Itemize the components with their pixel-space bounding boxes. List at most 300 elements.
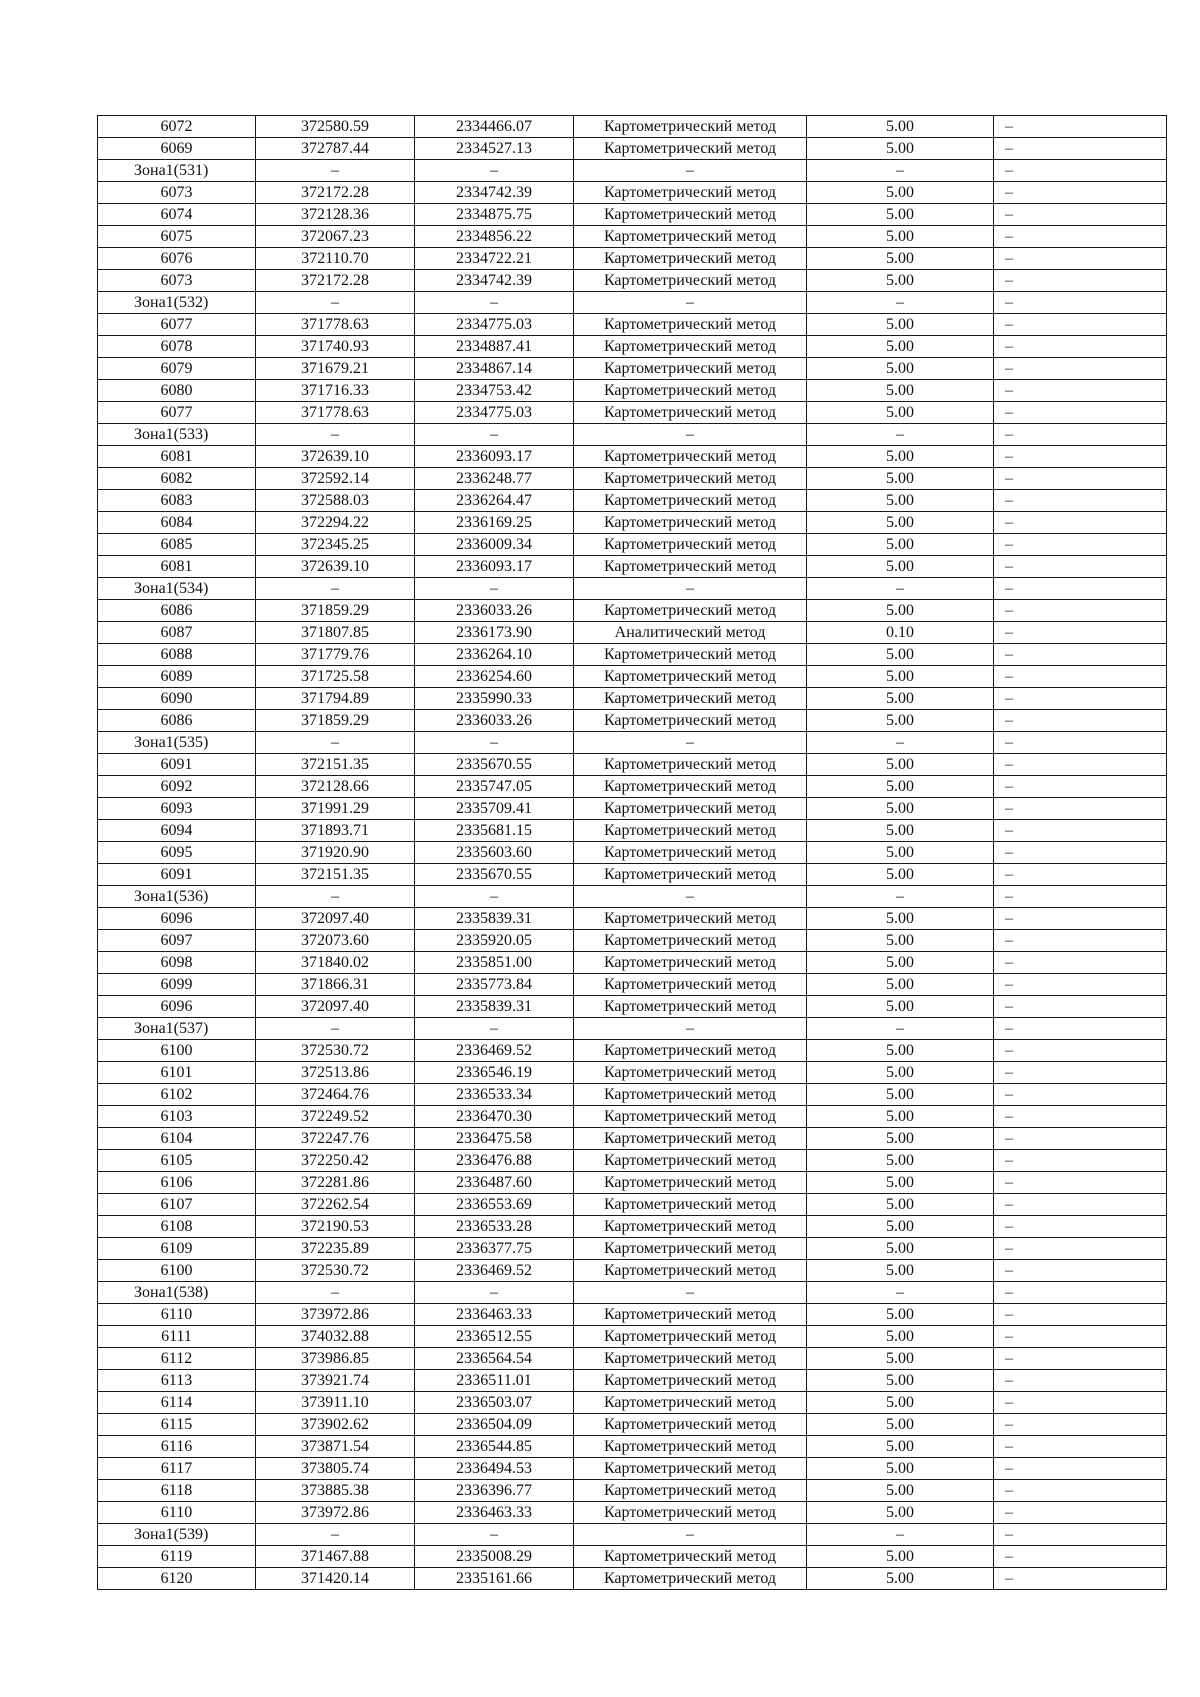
x-coordinate-cell: 373885.38 [256,1480,415,1502]
method-cell: Картометрический метод [574,1216,807,1238]
table-row [98,512,1167,534]
table-row [98,600,1167,622]
point-id-cell: 6120 [98,1568,256,1590]
table-row [98,402,1167,424]
y-coordinate-cell: 2336533.28 [415,1216,574,1238]
method-cell: Картометрический метод [574,534,807,556]
x-coordinate-cell: 371807.85 [256,622,415,644]
y-coordinate-cell: – [415,578,574,600]
accuracy-cell: 5.00 [807,116,994,138]
table-row [98,688,1167,710]
x-coordinate-cell: 373972.86 [256,1502,415,1524]
x-coordinate-cell: 372530.72 [256,1040,415,1062]
x-coordinate-cell: 372530.72 [256,1260,415,1282]
description-cell: – [994,754,1167,776]
y-coordinate-cell: 2334775.03 [415,402,574,424]
y-coordinate-cell: 2335681.15 [415,820,574,842]
y-coordinate-cell: – [415,424,574,446]
x-coordinate-cell: 373986.85 [256,1348,415,1370]
table-row [98,1502,1167,1524]
point-id-cell: 6081 [98,446,256,468]
description-cell: – [994,446,1167,468]
y-coordinate-cell: 2334867.14 [415,358,574,380]
table-row [98,270,1167,292]
method-cell: Картометрический метод [574,1194,807,1216]
method-cell: Картометрический метод [574,1172,807,1194]
accuracy-cell: 5.00 [807,644,994,666]
y-coordinate-cell: 2336033.26 [415,710,574,732]
method-cell: Картометрический метод [574,490,807,512]
point-id-cell: 6083 [98,490,256,512]
table-row [98,1414,1167,1436]
accuracy-cell: 5.00 [807,1084,994,1106]
description-cell: – [994,1524,1167,1546]
x-coordinate-cell: 372172.28 [256,182,415,204]
x-coordinate-cell: 372110.70 [256,248,415,270]
zone-name-cell: Зона1(539) [98,1524,256,1546]
method-cell: Картометрический метод [574,380,807,402]
y-coordinate-cell: 2334887.41 [415,336,574,358]
table-row [98,1040,1167,1062]
point-id-cell: 6110 [98,1502,256,1524]
y-coordinate-cell: 2335670.55 [415,754,574,776]
accuracy-cell: 5.00 [807,688,994,710]
table-row [98,776,1167,798]
method-cell: Картометрический метод [574,644,807,666]
x-coordinate-cell: 372073.60 [256,930,415,952]
x-coordinate-cell: 371866.31 [256,974,415,996]
y-coordinate-cell: 2335839.31 [415,996,574,1018]
y-coordinate-cell: 2334775.03 [415,314,574,336]
description-cell: – [994,1304,1167,1326]
accuracy-cell: – [807,1282,994,1304]
accuracy-cell: 5.00 [807,1238,994,1260]
method-cell: Картометрический метод [574,270,807,292]
table-row [98,182,1167,204]
y-coordinate-cell: 2336377.75 [415,1238,574,1260]
point-id-cell: 6091 [98,754,256,776]
method-cell: Картометрический метод [574,952,807,974]
description-cell: – [994,182,1167,204]
table-row [98,644,1167,666]
accuracy-cell: 5.00 [807,468,994,490]
accuracy-cell: 5.00 [807,1150,994,1172]
zone-header-row [98,732,1167,754]
description-cell: – [994,380,1167,402]
description-cell: – [994,138,1167,160]
accuracy-cell: 5.00 [807,842,994,864]
accuracy-cell: 5.00 [807,446,994,468]
y-coordinate-cell: 2336264.10 [415,644,574,666]
method-cell: – [574,1524,807,1546]
y-coordinate-cell: – [415,1282,574,1304]
point-id-cell: 6113 [98,1370,256,1392]
x-coordinate-cell: 372151.35 [256,864,415,886]
zone-name-cell: Зона1(534) [98,578,256,600]
description-cell: – [994,952,1167,974]
x-coordinate-cell: 371859.29 [256,710,415,732]
method-cell: Картометрический метод [574,1304,807,1326]
table-row [98,1172,1167,1194]
description-cell: – [994,512,1167,534]
x-coordinate-cell: 372172.28 [256,270,415,292]
table-row [98,1568,1167,1590]
y-coordinate-cell: 2336254.60 [415,666,574,688]
description-cell: – [994,402,1167,424]
table-row [98,1348,1167,1370]
method-cell: Картометрический метод [574,1568,807,1590]
accuracy-cell: 5.00 [807,512,994,534]
table-row [98,380,1167,402]
table-row [98,1326,1167,1348]
y-coordinate-cell: 2336546.19 [415,1062,574,1084]
x-coordinate-cell: 372249.52 [256,1106,415,1128]
point-id-cell: 6106 [98,1172,256,1194]
description-cell: – [994,996,1167,1018]
description-cell: – [994,1458,1167,1480]
x-coordinate-cell: 373871.54 [256,1436,415,1458]
accuracy-cell: 5.00 [807,1326,994,1348]
description-cell: – [994,1128,1167,1150]
accuracy-cell: 5.00 [807,248,994,270]
x-coordinate-cell: 372464.76 [256,1084,415,1106]
x-coordinate-cell: 371893.71 [256,820,415,842]
x-coordinate-cell: 372294.22 [256,512,415,534]
method-cell: Картометрический метод [574,512,807,534]
accuracy-cell: – [807,424,994,446]
accuracy-cell: – [807,1018,994,1040]
y-coordinate-cell: 2336264.47 [415,490,574,512]
description-cell: – [994,1062,1167,1084]
accuracy-cell: 5.00 [807,1568,994,1590]
y-coordinate-cell: 2334875.75 [415,204,574,226]
y-coordinate-cell: 2336396.77 [415,1480,574,1502]
method-cell: Картометрический метод [574,666,807,688]
description-cell: – [994,1392,1167,1414]
y-coordinate-cell: 2336173.90 [415,622,574,644]
description-cell: – [994,710,1167,732]
y-coordinate-cell: – [415,292,574,314]
description-cell: – [994,732,1167,754]
description-cell: – [994,776,1167,798]
table-row [98,1084,1167,1106]
accuracy-cell: 5.00 [807,666,994,688]
method-cell: – [574,886,807,908]
accuracy-cell: 5.00 [807,710,994,732]
method-cell: Картометрический метод [574,1480,807,1502]
x-coordinate-cell: 373911.10 [256,1392,415,1414]
y-coordinate-cell: 2335709.41 [415,798,574,820]
y-coordinate-cell: 2335851.00 [415,952,574,974]
x-coordinate-cell: 372190.53 [256,1216,415,1238]
point-id-cell: 6108 [98,1216,256,1238]
point-id-cell: 6093 [98,798,256,820]
table-row [98,1458,1167,1480]
description-cell: – [994,336,1167,358]
zone-header-row [98,578,1167,600]
description-cell: – [994,1348,1167,1370]
description-cell: – [994,248,1167,270]
accuracy-cell: 5.00 [807,1172,994,1194]
table-row [98,468,1167,490]
accuracy-cell: 5.00 [807,314,994,336]
point-id-cell: 6100 [98,1260,256,1282]
y-coordinate-cell: 2336511.01 [415,1370,574,1392]
point-id-cell: 6077 [98,314,256,336]
y-coordinate-cell: – [415,1524,574,1546]
description-cell: – [994,666,1167,688]
description-cell: – [994,600,1167,622]
method-cell: Картометрический метод [574,1150,807,1172]
description-cell: – [994,1370,1167,1392]
y-coordinate-cell: – [415,732,574,754]
x-coordinate-cell: 372250.42 [256,1150,415,1172]
point-id-cell: 6074 [98,204,256,226]
table-row [98,1238,1167,1260]
point-id-cell: 6096 [98,908,256,930]
point-id-cell: 6094 [98,820,256,842]
x-coordinate-cell: 372345.25 [256,534,415,556]
x-coordinate-cell: – [256,732,415,754]
point-id-cell: 6098 [98,952,256,974]
y-coordinate-cell: 2336503.07 [415,1392,574,1414]
y-coordinate-cell: 2336494.53 [415,1458,574,1480]
method-cell: Картометрический метод [574,1040,807,1062]
accuracy-cell: 5.00 [807,1414,994,1436]
y-coordinate-cell: 2334856.22 [415,226,574,248]
method-cell: – [574,578,807,600]
method-cell: Картометрический метод [574,314,807,336]
table-row [98,1370,1167,1392]
y-coordinate-cell: 2336248.77 [415,468,574,490]
description-cell: – [994,556,1167,578]
point-id-cell: 6110 [98,1304,256,1326]
method-cell: Картометрический метод [574,1458,807,1480]
accuracy-cell: 5.00 [807,336,994,358]
y-coordinate-cell: 2336469.52 [415,1040,574,1062]
y-coordinate-cell: 2336475.58 [415,1128,574,1150]
method-cell: Картометрический метод [574,1414,807,1436]
x-coordinate-cell: 372639.10 [256,556,415,578]
accuracy-cell: 5.00 [807,1348,994,1370]
method-cell: Картометрический метод [574,1106,807,1128]
x-coordinate-cell: 374032.88 [256,1326,415,1348]
method-cell: Картометрический метод [574,754,807,776]
table-row [98,1260,1167,1282]
description-cell: – [994,226,1167,248]
point-id-cell: 6077 [98,402,256,424]
y-coordinate-cell: 2335008.29 [415,1546,574,1568]
x-coordinate-cell: 371794.89 [256,688,415,710]
x-coordinate-cell: 371991.29 [256,798,415,820]
zone-header-row [98,292,1167,314]
table-row [98,1216,1167,1238]
description-cell: – [994,578,1167,600]
method-cell: Картометрический метод [574,402,807,424]
description-cell: – [994,1326,1167,1348]
zone-name-cell: Зона1(537) [98,1018,256,1040]
description-cell: – [994,1502,1167,1524]
y-coordinate-cell: 2336564.54 [415,1348,574,1370]
method-cell: – [574,292,807,314]
table-row [98,666,1167,688]
y-coordinate-cell: 2334742.39 [415,182,574,204]
x-coordinate-cell: 372128.36 [256,204,415,226]
method-cell: Картометрический метод [574,688,807,710]
accuracy-cell: 0.10 [807,622,994,644]
accuracy-cell: 5.00 [807,1480,994,1502]
table-row [98,1392,1167,1414]
table-row [98,1194,1167,1216]
y-coordinate-cell: 2336033.26 [415,600,574,622]
accuracy-cell: 5.00 [807,1370,994,1392]
description-cell: – [994,116,1167,138]
accuracy-cell: 5.00 [807,974,994,996]
description-cell: – [994,1238,1167,1260]
y-coordinate-cell: 2335839.31 [415,908,574,930]
description-cell: – [994,1040,1167,1062]
accuracy-cell: 5.00 [807,556,994,578]
description-cell: – [994,1150,1167,1172]
y-coordinate-cell: – [415,1018,574,1040]
y-coordinate-cell: 2335670.55 [415,864,574,886]
point-id-cell: 6100 [98,1040,256,1062]
zone-name-cell: Зона1(531) [98,160,256,182]
description-cell: – [994,1216,1167,1238]
description-cell: – [994,1480,1167,1502]
method-cell: Картометрический метод [574,336,807,358]
point-id-cell: 6069 [98,138,256,160]
method-cell: Картометрический метод [574,358,807,380]
y-coordinate-cell: 2335920.05 [415,930,574,952]
zone-header-row [98,886,1167,908]
description-cell: – [994,930,1167,952]
accuracy-cell: 5.00 [807,1128,994,1150]
accuracy-cell: 5.00 [807,930,994,952]
method-cell: Картометрический метод [574,710,807,732]
point-id-cell: 6111 [98,1326,256,1348]
accuracy-cell: 5.00 [807,1436,994,1458]
table-row [98,930,1167,952]
y-coordinate-cell: 2336469.52 [415,1260,574,1282]
x-coordinate-cell: 371859.29 [256,600,415,622]
method-cell: Картометрический метод [574,1502,807,1524]
x-coordinate-cell: 371778.63 [256,314,415,336]
zone-header-row [98,1018,1167,1040]
accuracy-cell: – [807,160,994,182]
point-id-cell: 6073 [98,182,256,204]
point-id-cell: 6085 [98,534,256,556]
accuracy-cell: 5.00 [807,600,994,622]
x-coordinate-cell: – [256,578,415,600]
method-cell: Картометрический метод [574,1084,807,1106]
x-coordinate-cell: – [256,1282,415,1304]
point-id-cell: 6104 [98,1128,256,1150]
description-cell: – [994,1106,1167,1128]
accuracy-cell: 5.00 [807,952,994,974]
method-cell: Картометрический метод [574,226,807,248]
description-cell: – [994,534,1167,556]
table-row [98,710,1167,732]
zone-name-cell: Зона1(532) [98,292,256,314]
description-cell: – [994,864,1167,886]
point-id-cell: 6101 [98,1062,256,1084]
point-id-cell: 6075 [98,226,256,248]
table-row [98,974,1167,996]
accuracy-cell: 5.00 [807,1546,994,1568]
point-id-cell: 6084 [98,512,256,534]
point-id-cell: 6092 [98,776,256,798]
accuracy-cell: 5.00 [807,1502,994,1524]
description-cell: – [994,1084,1167,1106]
x-coordinate-cell: 372513.86 [256,1062,415,1084]
table-row [98,534,1167,556]
x-coordinate-cell: 371920.90 [256,842,415,864]
table-row [98,556,1167,578]
x-coordinate-cell: 372247.76 [256,1128,415,1150]
x-coordinate-cell: 372097.40 [256,996,415,1018]
x-coordinate-cell: – [256,424,415,446]
description-cell: – [994,908,1167,930]
point-id-cell: 6076 [98,248,256,270]
table-row [98,1106,1167,1128]
point-id-cell: 6103 [98,1106,256,1128]
table-row [98,1546,1167,1568]
method-cell: Картометрический метод [574,1546,807,1568]
x-coordinate-cell: 372067.23 [256,226,415,248]
x-coordinate-cell: 372281.86 [256,1172,415,1194]
description-cell: – [994,358,1167,380]
method-cell: Картометрический метод [574,820,807,842]
accuracy-cell: 5.00 [807,1216,994,1238]
description-cell: – [994,270,1167,292]
y-coordinate-cell: 2336093.17 [415,446,574,468]
x-coordinate-cell: 372639.10 [256,446,415,468]
description-cell: – [994,424,1167,446]
description-cell: – [994,204,1167,226]
point-id-cell: 6078 [98,336,256,358]
table-row [98,908,1167,930]
y-coordinate-cell: 2336476.88 [415,1150,574,1172]
method-cell: Картометрический метод [574,182,807,204]
table-row [98,1436,1167,1458]
method-cell: Картометрический метод [574,1128,807,1150]
x-coordinate-cell: 371779.76 [256,644,415,666]
point-id-cell: 6086 [98,600,256,622]
accuracy-cell: 5.00 [807,820,994,842]
point-id-cell: 6109 [98,1238,256,1260]
description-cell: – [994,1546,1167,1568]
x-coordinate-cell: – [256,160,415,182]
accuracy-cell: 5.00 [807,380,994,402]
description-cell: – [994,1194,1167,1216]
point-id-cell: 6086 [98,710,256,732]
y-coordinate-cell: 2336504.09 [415,1414,574,1436]
table-row [98,248,1167,270]
description-cell: – [994,886,1167,908]
point-id-cell: 6118 [98,1480,256,1502]
description-cell: – [994,1414,1167,1436]
point-id-cell: 6096 [98,996,256,1018]
table-row [98,226,1167,248]
zone-header-row [98,1282,1167,1304]
description-cell: – [994,1260,1167,1282]
description-cell: – [994,1172,1167,1194]
table-row [98,204,1167,226]
x-coordinate-cell: 372097.40 [256,908,415,930]
method-cell: Картометрический метод [574,930,807,952]
method-cell: Картометрический метод [574,776,807,798]
